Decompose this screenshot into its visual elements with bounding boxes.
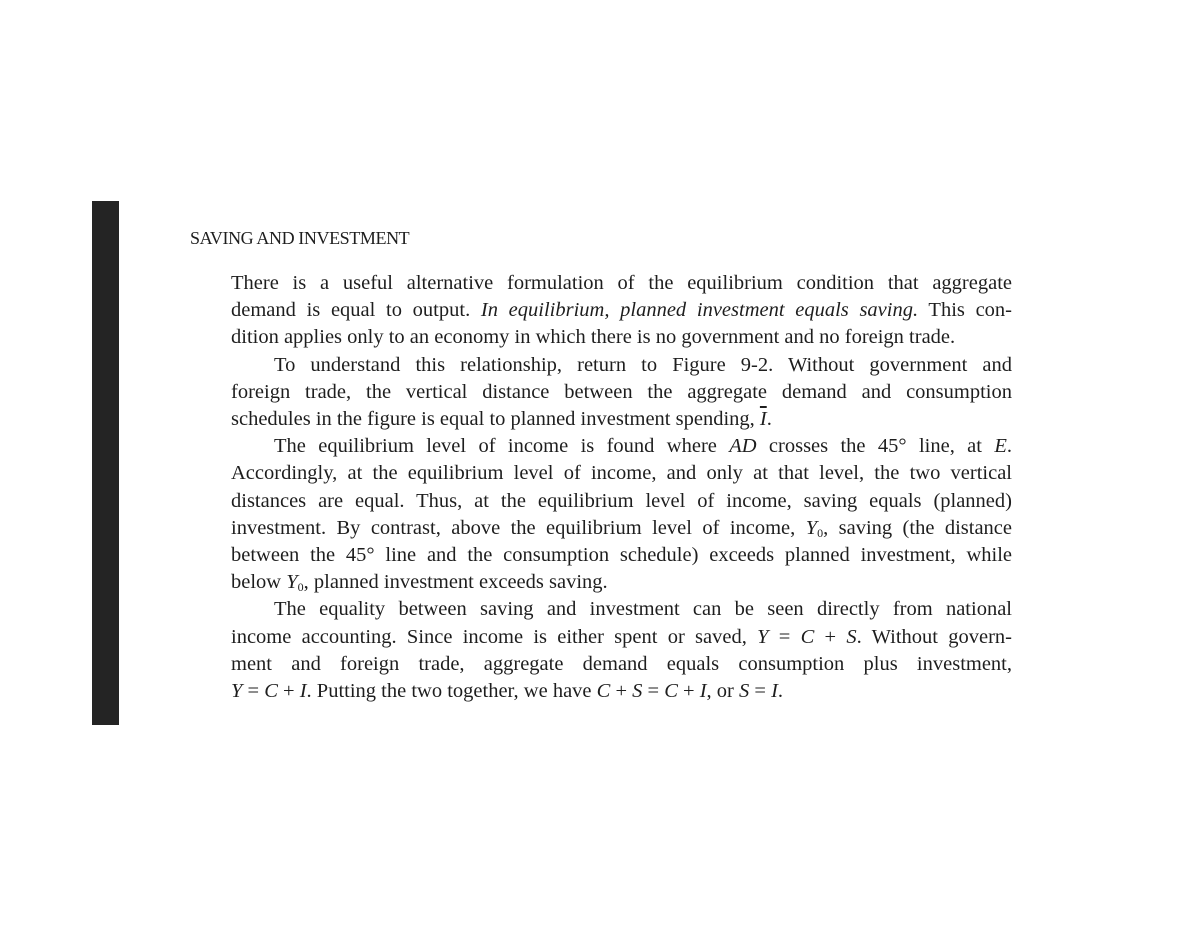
- text-line: [231, 651, 1012, 678]
- section-heading: SAVING AND INVESTMENT: [190, 228, 410, 248]
- text-run: The equality between saving and investment can be seen directly from national: [274, 598, 1012, 621]
- italic-text: Y: [286, 571, 298, 594]
- italic-text: I: [699, 680, 707, 703]
- text-run: This con-: [918, 299, 1012, 322]
- text-run: Accordingly, at the equilibrium level of income, and only at that level, the two vertical: [231, 462, 1012, 485]
- italic-text: I: [771, 680, 778, 703]
- text-run: +: [814, 625, 847, 648]
- italic-text: C: [596, 680, 611, 703]
- italic-text: E: [994, 435, 1007, 458]
- text-line: [231, 624, 1012, 651]
- text-line: [231, 406, 1012, 433]
- text-line: [231, 542, 1012, 569]
- text-run: .: [777, 680, 784, 703]
- body-text: [231, 270, 1012, 705]
- document-page: [190, 226, 1020, 705]
- italic-text: Y: [231, 680, 243, 703]
- subscript: 0: [817, 525, 824, 540]
- text-run: dition applies only to an economy in which there is no government and no foreign trade.: [231, 326, 956, 349]
- text-line: [231, 433, 1012, 460]
- text-line: [231, 352, 1012, 379]
- text-line: [231, 379, 1012, 406]
- text-line: [231, 270, 1012, 297]
- italic-text: AD: [729, 435, 757, 458]
- text-run: , or: [706, 680, 739, 703]
- text-run: income accounting. Since income is either spent or saved,: [231, 625, 758, 648]
- text-run: . Without govern-: [856, 625, 1012, 648]
- paragraph: [231, 596, 1012, 705]
- text-line: [231, 324, 1012, 351]
- italic-text: S: [739, 680, 750, 703]
- paragraph: [231, 433, 1012, 596]
- text-run: +: [610, 680, 633, 703]
- text-run: ment and foreign trade, aggregate demand equals consumption plus investment,: [231, 652, 1012, 675]
- text-line: [231, 569, 1012, 596]
- text-line: [231, 678, 1012, 705]
- text-line: [231, 488, 1012, 515]
- text-run: The equilibrium level of income is found where: [274, 435, 730, 458]
- paragraph: [231, 270, 1012, 352]
- paragraph: [231, 352, 1012, 434]
- text-run: =: [768, 625, 801, 648]
- text-line: [231, 297, 1012, 324]
- italic-text: Y: [805, 516, 818, 539]
- text-run: =: [749, 680, 772, 703]
- italic-text: Y: [757, 625, 769, 648]
- text-run: =: [242, 680, 265, 703]
- text-run: .: [1006, 435, 1012, 458]
- text-run: schedules in the figure is equal to planned investment spending,: [231, 408, 760, 431]
- text-run: .: [766, 408, 772, 431]
- italic-text: C: [800, 625, 815, 648]
- text-line: [231, 460, 1012, 487]
- text-run: distances are equal. Thus, at the equilibrium level of income, saving equals (planned): [231, 489, 1012, 512]
- text-line: [231, 596, 1012, 623]
- text-run: crosses the 45° line, at: [756, 435, 995, 458]
- text-run: below: [231, 571, 287, 594]
- italic-text: S: [846, 625, 857, 648]
- text-run: , planned investment exceeds saving.: [303, 571, 608, 594]
- text-run: , saving (the distance: [823, 516, 1012, 539]
- text-run: . Putting the two together, we have: [306, 680, 597, 703]
- italic-text: S: [632, 680, 643, 703]
- text-run: There is a useful alternative formulation of the equilibrium condition that aggregate: [231, 272, 1012, 294]
- italic-text: I: [299, 680, 307, 703]
- subscript: 0: [297, 580, 304, 595]
- left-edge-bar: [92, 201, 119, 725]
- italic-text: $\overline{I}$: [759, 408, 767, 431]
- italic-text: C: [664, 680, 678, 703]
- italic-text: In equilibrium, planned investment equals saving.: [480, 299, 919, 322]
- text-run: +: [677, 680, 700, 703]
- text-run: investment. By contrast, above the equilibrium level of income,: [231, 516, 806, 539]
- text-line: [231, 515, 1012, 542]
- text-run: foreign trade, the vertical distance between the aggregate demand and consumption: [231, 380, 1012, 403]
- text-run: To understand this relationship, return to Figure 9-2. Without government and: [274, 353, 1012, 376]
- text-run: demand is equal to output.: [231, 299, 481, 322]
- text-run: =: [642, 680, 665, 703]
- italic-text: C: [264, 680, 278, 703]
- text-run: +: [277, 680, 300, 703]
- text-run: between the 45° line and the consumption schedule) exceeds planned investment, while: [231, 544, 1012, 567]
